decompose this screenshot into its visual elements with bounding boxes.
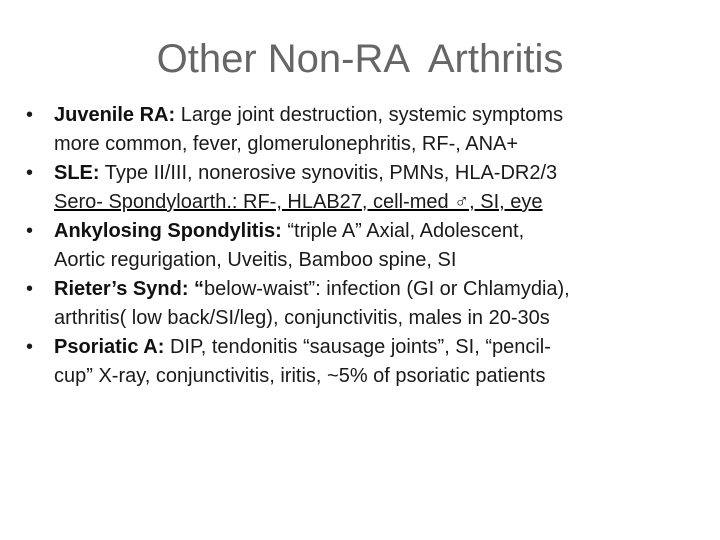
bullet-lead: Psoriatic A:: [54, 336, 165, 358]
bullet-lead: Juvenile RA:: [54, 104, 176, 126]
bullet-text: Aortic regurigation, Uveitis, Bamboo spine, SI: [54, 249, 457, 271]
bullet-lead: Rieter’s Synd: “: [54, 278, 205, 300]
bullet-text: “triple A” Axial, Adolescent,: [281, 220, 525, 242]
bullet-item-rieters-synd: [26, 275, 706, 304]
bullet-lead: SLE:: [54, 162, 100, 184]
bullet-item-ankylosing-spondylitis: [26, 217, 706, 246]
bullet-text: Large joint destruction, systemic symptoms: [175, 104, 564, 126]
bullet-continuation: [26, 188, 706, 217]
bullet-text: DIP, tendonitis “sausage joints”, SI, “pencil-: [164, 336, 551, 358]
slide-title: Other Non-RA Arthritis: [156, 37, 564, 81]
bullet-text: Type II/III, nonerosive synovitis, PMNs, HLA-DR2/3: [99, 162, 558, 184]
bullet-continuation: [26, 130, 706, 159]
bullet-continuation: [26, 304, 706, 333]
bullet-text: arthritis( low back/SI/leg), conjunctivitis, males in 20-30s: [54, 307, 550, 329]
bullet-marker: •: [26, 162, 34, 184]
bullet-marker: •: [26, 278, 34, 300]
bullet-text-underlined: Sero- Spondyloarth.: RF-, HLAB27, cell-med ♂, SI, eye: [54, 191, 543, 213]
bullet-text: cup” X-ray, conjunctivitis, iritis, ~5% of psoriatic patients: [54, 365, 546, 387]
bullet-text: more common, fever, glomerulonephritis, RF-, ANA+: [54, 133, 519, 155]
bullet-lead: Ankylosing Spondylitis:: [54, 220, 282, 242]
bullet-marker: •: [26, 220, 34, 242]
bullet-marker: •: [26, 336, 34, 358]
bullet-item-juvenile-ra: [26, 101, 706, 130]
bullet-continuation: [26, 246, 706, 275]
bullet-list: [26, 101, 706, 391]
bullet-item-sle: [26, 159, 706, 188]
bullet-text: below-waist”: infection (GI or Chlamydia),: [204, 278, 570, 300]
bullet-continuation: [26, 362, 706, 391]
bullet-item-psoriatic-a: [26, 333, 706, 362]
bullet-marker: •: [26, 104, 34, 126]
